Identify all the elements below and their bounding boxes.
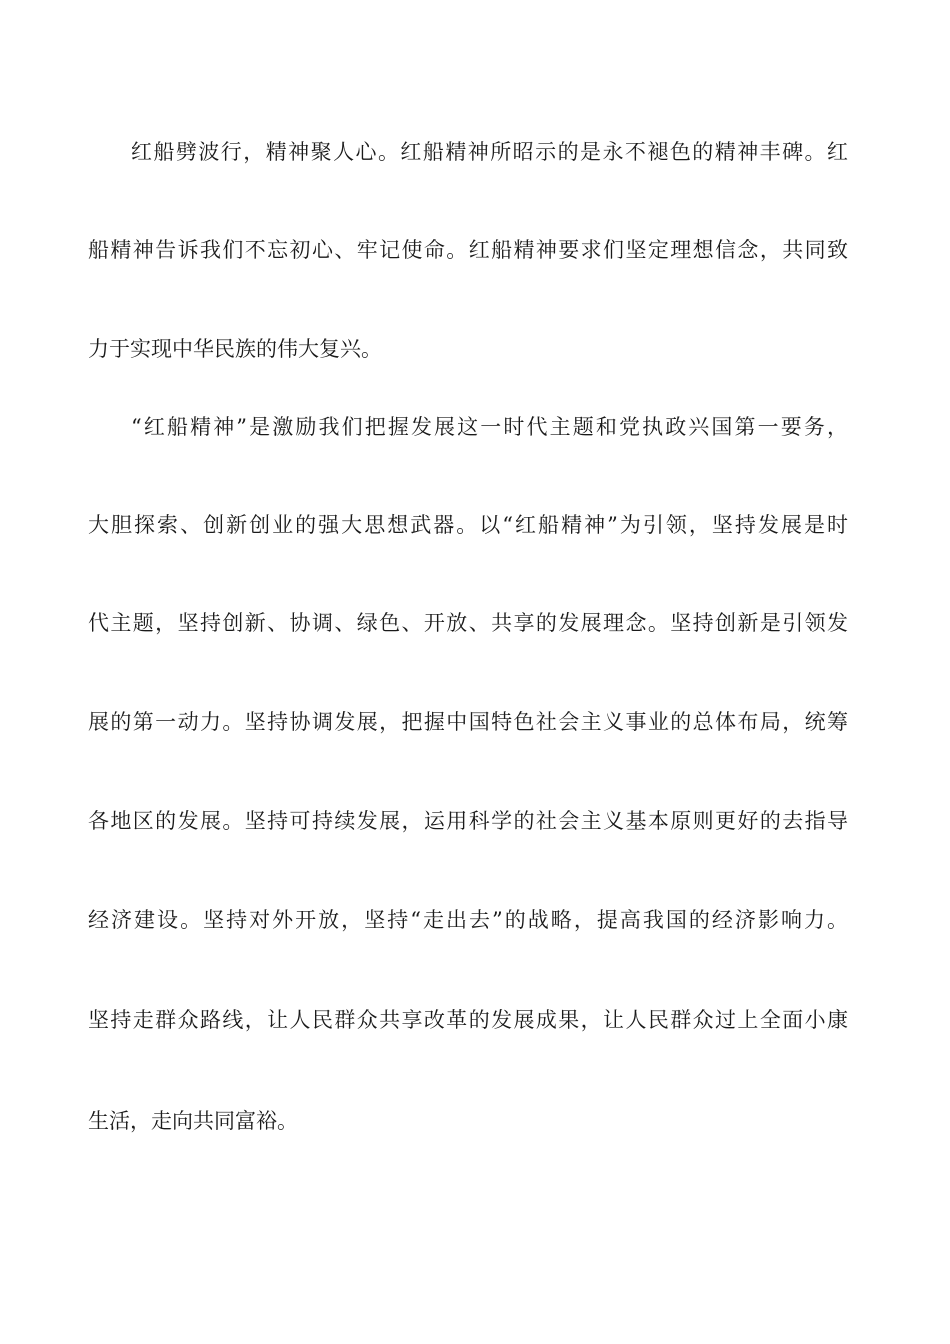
paragraph-2-line-6: 经济建设。坚持对外开放，坚持“走出去”的战略，提高我国的经济影响力。: [88, 908, 848, 932]
paragraph-2-line-7: 坚持走群众路线，让人民群众共享改革的发展成果，让人民群众过上全面小康: [88, 1008, 848, 1032]
paragraph-2-line-1: “红船精神”是激励我们把握发展这一时代主题和党执政兴国第一要务，: [131, 415, 848, 439]
paragraph-2-line-4: 展的第一动力。坚持协调发展，把握中国特色社会主义事业的总体布局，统筹: [88, 710, 848, 734]
paragraph-1-line-2: 船精神告诉我们不忘初心、牢记使命。红船精神要求们坚定理想信念，共同致: [88, 238, 848, 262]
paragraph-1-line-1: 红船劈波行，精神聚人心。红船精神所昭示的是永不褪色的精神丰碑。红: [131, 140, 848, 164]
paragraph-1-line-3: 力于实现中华民族的伟大复兴。: [88, 337, 382, 361]
paragraph-2-line-5: 各地区的发展。坚持可持续发展，运用科学的社会主义基本原则更好的去指导: [88, 809, 848, 833]
paragraph-2-line-3: 代主题，坚持创新、协调、绿色、开放、共享的发展理念。坚持创新是引领发: [88, 611, 848, 635]
paragraph-2-line-8: 生活，走向共同富裕。: [88, 1109, 298, 1133]
paragraph-2-line-2: 大胆探索、创新创业的强大思想武器。以“红船精神”为引领，坚持发展是时: [88, 513, 848, 537]
